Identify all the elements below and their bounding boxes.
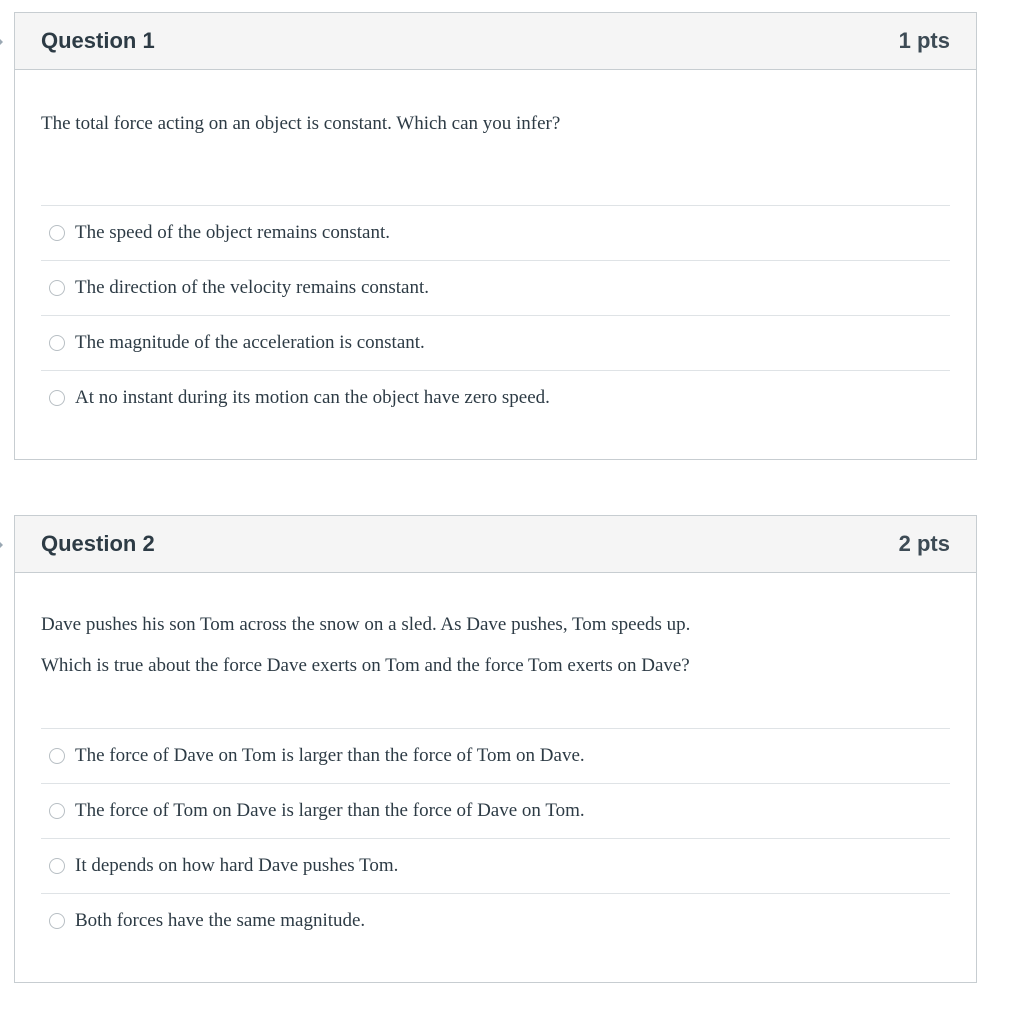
answer-option[interactable]	[41, 315, 950, 370]
answer-label[interactable]: Both forces have the same magnitude.	[75, 909, 366, 931]
answer-label[interactable]: The force of Tom on Dave is larger than the force of Dave on Tom.	[75, 799, 585, 821]
question-2-answers	[41, 728, 950, 948]
question-2-card	[14, 515, 977, 983]
answer-option[interactable]	[41, 893, 950, 948]
answer-option[interactable]	[41, 205, 950, 260]
answer-label[interactable]: At no instant during its motion can the object have zero speed.	[75, 386, 550, 408]
question-2-prompt-line-2: Which is true about the force Dave exerts on Tom and the force Tom exerts on Dave?	[41, 654, 690, 676]
question-2-header	[15, 516, 976, 573]
radio-button[interactable]	[49, 858, 65, 874]
answer-option[interactable]	[41, 260, 950, 315]
answer-option[interactable]	[41, 838, 950, 893]
answer-label[interactable]: The direction of the velocity remains constant.	[75, 276, 430, 298]
question-1-title: Question 1	[41, 28, 155, 53]
radio-button[interactable]	[49, 335, 65, 351]
answer-label[interactable]: It depends on how hard Dave pushes Tom.	[75, 854, 399, 876]
answer-option[interactable]	[41, 783, 950, 838]
question-1-card	[14, 12, 977, 460]
answer-label[interactable]: The magnitude of the acceleration is constant.	[75, 331, 425, 353]
answer-label[interactable]: The speed of the object remains constant.	[75, 221, 390, 243]
question-2-title: Question 2	[41, 531, 155, 556]
question-1-header	[15, 13, 976, 70]
radio-button[interactable]	[49, 225, 65, 241]
question-2-marker-icon	[0, 540, 4, 550]
question-1-answers	[41, 205, 950, 425]
radio-button[interactable]	[49, 748, 65, 764]
question-2-prompt-line-1: Dave pushes his son Tom across the snow on a sled. As Dave pushes, Tom speeds up.	[41, 614, 691, 635]
radio-button[interactable]	[49, 803, 65, 819]
radio-button[interactable]	[49, 913, 65, 929]
question-1-prompt: The total force acting on an object is constant. Which can you infer?	[41, 113, 561, 134]
answer-option[interactable]	[41, 728, 950, 783]
question-2-points: 2 pts	[898, 531, 950, 556]
radio-button[interactable]	[49, 280, 65, 296]
answer-label[interactable]: The force of Dave on Tom is larger than the force of Tom on Dave.	[75, 744, 585, 766]
answer-option[interactable]	[41, 370, 950, 425]
question-1-marker-icon	[0, 37, 4, 47]
question-1-points: 1 pts	[898, 28, 950, 53]
radio-button[interactable]	[49, 390, 65, 406]
